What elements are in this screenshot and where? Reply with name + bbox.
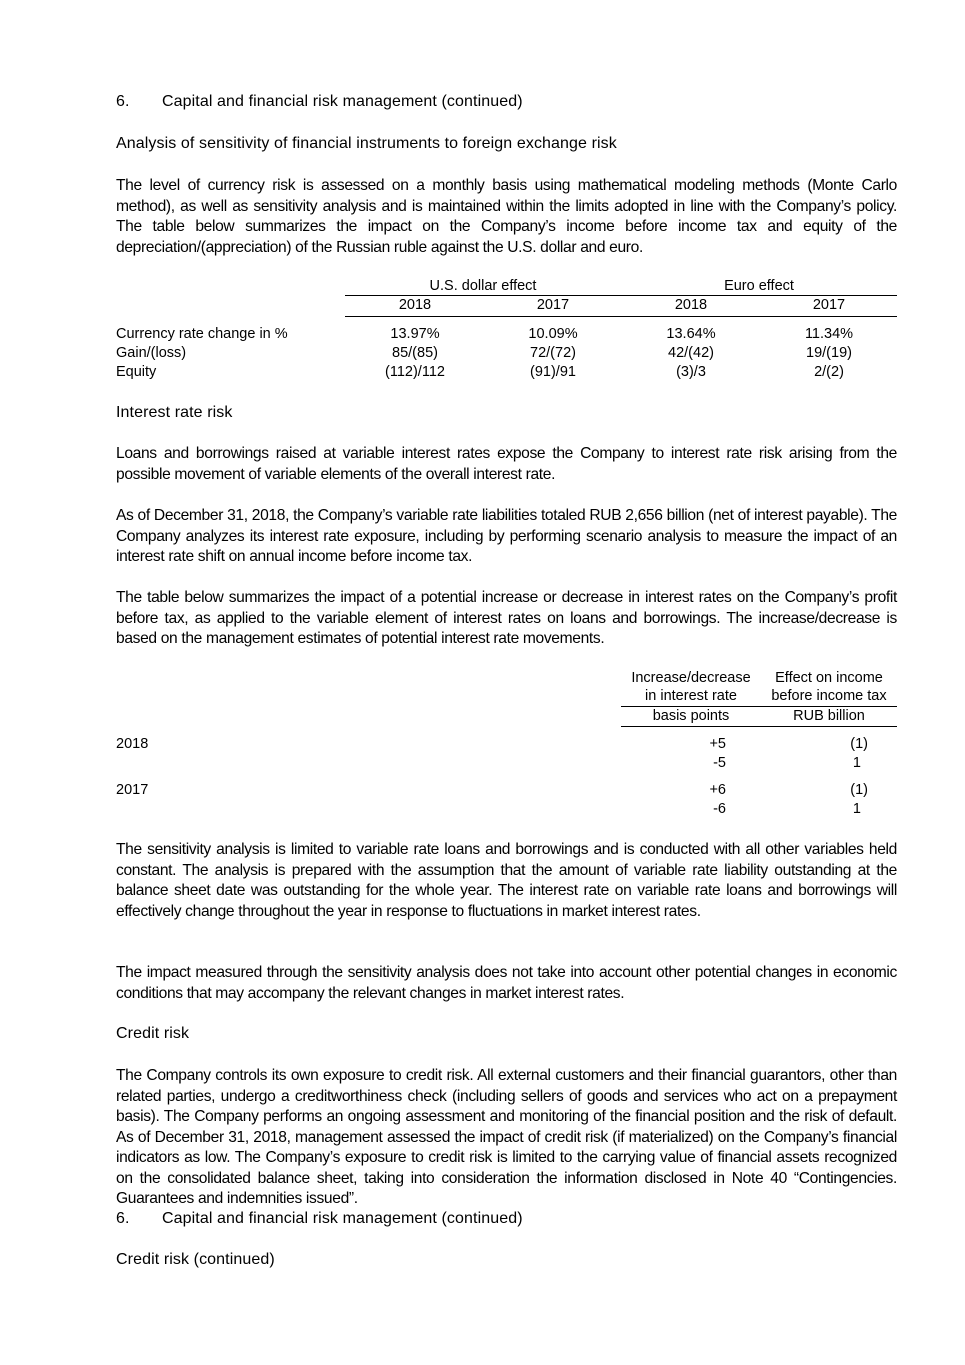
fx-cell: 10.09% [528, 326, 578, 342]
interest-paragraph-3: The table below summarizes the impact of a potential increase or decrease in interest rates on the Company’s profit before tax, as applied to the variable element of interest rates on loans and borrowings. The increase/decrease is based on the management estimates of potential interest rate movements. [116, 589, 897, 647]
fx-cell: 11.34% [804, 326, 854, 342]
fx-cell: 2/(2) [814, 364, 844, 380]
euro-effect-header: Euro effect [724, 278, 794, 294]
interest-paragraph-4: The sensitivity analysis is limited to variable rate loans and borrowings and is conducted with all other variables held constant. The analysis is prepared with the assumption that the amount of variable rate liability outstanding at the balance sheet date was outstanding for the whole year. The interest rate on variable rate loans and borrowings will effectively change throughout the year in response to fluctuations in market interest rates. [116, 841, 897, 920]
section-title: Capital and financial risk management (continued) [162, 1210, 523, 1227]
fx-year: 2017 [536, 297, 570, 313]
fx-cell: 13.97% [390, 326, 440, 342]
interest-year: 2018 [116, 736, 149, 752]
interest-col1-unit: basis points [652, 708, 730, 724]
interest-col2-header: before income tax [771, 688, 887, 704]
interest-year: 2017 [116, 782, 149, 798]
interest-col1-header: in interest rate [645, 688, 737, 704]
interest-change: -5 [713, 755, 726, 771]
interest-col1-header: Increase/decrease [631, 670, 751, 686]
interest-heading: Interest rate risk [116, 404, 233, 421]
interest-change: +6 [709, 782, 726, 798]
interest-paragraph-2: As of December 31, 2018, the Company’s variable rate liabilities totaled RUB 2,656 billion (net of interest payable). The Company analyzes its interest rate exposure, including by performing scenario analysis to measure the impact of an interest rate shift on annual income before income tax. [116, 507, 897, 565]
fx-year: 2017 [812, 297, 846, 313]
fx-cell: 85/(85) [392, 345, 438, 361]
section-number: 6. [116, 1210, 130, 1227]
credit-heading: Credit risk [116, 1025, 190, 1042]
fx-cell: (91)/91 [530, 364, 576, 380]
interest-effect: (1) [850, 782, 868, 798]
fx-cell: 42/(42) [668, 345, 714, 361]
interest-change: -6 [713, 801, 726, 817]
credit-paragraph: The Company controls its own exposure to credit risk. All external customers and their financial guarantors, other than related parties, undergo a creditworthiness check (including sellers of goods and services who act on a prepayment basis). The Company performs an ongoing assessment and monitoring of the financial position and the risk of default. As of December 31, 2018, management assessed the impact of credit risk (if materialized) on the Company’s financial indicators as low. The Company’s exposure to credit risk is limited to the carrying value of financial assets recognized on the consolidated balance sheet, taking into consideration the information disclosed in Note 40 “Contingencies. Guarantees and indemnities issued”. [116, 1067, 897, 1207]
fx-cell: 19/(19) [806, 345, 852, 361]
fx-row-label: Currency rate change in % [116, 326, 288, 342]
usd-effect-header: U.S. dollar effect [429, 278, 537, 294]
section-heading-repeat [116, 1210, 523, 1228]
fx-cell: (3)/3 [676, 364, 706, 380]
fx-cell: (112)/112 [385, 364, 445, 380]
interest-paragraph-5: The impact measured through the sensitivity analysis does not take into account other potential changes in economic conditions that may accompany the relevant changes in market interest rates. [116, 964, 897, 1002]
fx-cell: 72/(72) [530, 345, 576, 361]
interest-effect: 1 [852, 801, 861, 817]
interest-unit-rule [621, 726, 897, 727]
fx-heading: Analysis of sensitivity of financial instruments to foreign exchange risk [116, 135, 617, 152]
interest-col2-unit: RUB billion [793, 708, 865, 724]
credit-continued-heading: Credit risk (continued) [116, 1251, 275, 1268]
fx-year: 2018 [674, 297, 708, 313]
interest-paragraph-1: Loans and borrowings raised at variable interest rates expose the Company to interest rate risk arising from the possible movement of variable elements of the overall interest rate. [116, 445, 897, 483]
interest-col2-header: Effect on income [775, 670, 883, 686]
fx-cell: 13.64% [666, 326, 716, 342]
interest-header-rule [621, 706, 897, 707]
interest-change: +5 [709, 736, 726, 752]
fx-year: 2018 [398, 297, 432, 313]
section-title: Capital and financial risk management (continued) [162, 93, 523, 110]
fx-row-label: Equity [116, 364, 157, 380]
fx-paragraph: The level of currency risk is assessed on a monthly basis using mathematical modeling methods (Monte Carlo method), as well as sensitivity analysis and is maintained within the limits adopted in line with the Company’s policy. The table below summarizes the impact on the Company’s income before income tax and equity of the depreciation/(appreciation) of the Russian ruble against the U.S. dollar and euro. [116, 177, 897, 256]
interest-effect: (1) [850, 736, 868, 752]
fx-row-label: Gain/(loss) [116, 345, 187, 361]
section-number: 6. [116, 93, 130, 110]
interest-effect: 1 [852, 755, 861, 771]
